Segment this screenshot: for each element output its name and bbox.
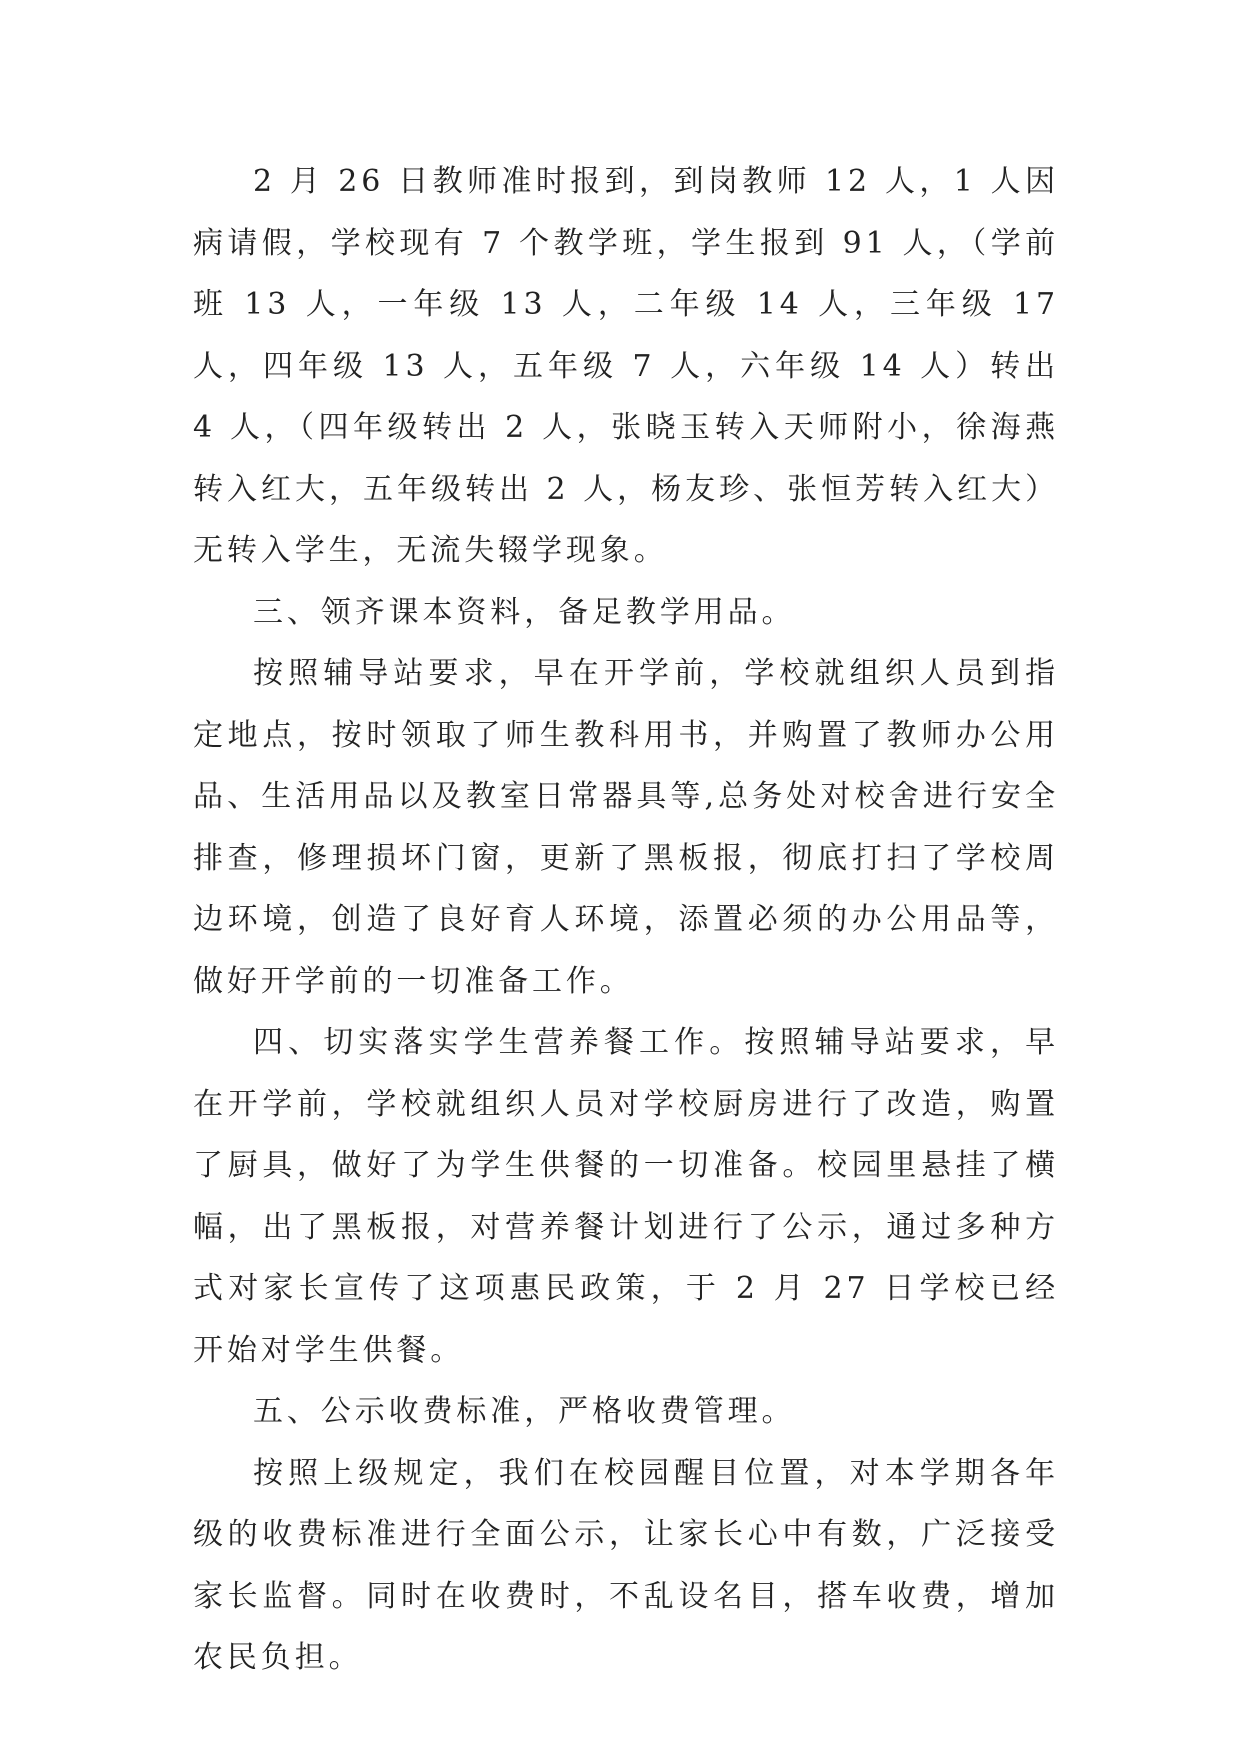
document-body	[193, 151, 1059, 1689]
paragraph-enrollment: 2 月 26 日教师准时报到，到岗教师 12 人，1 人因病请假，学校现有 7 个教学班，学生报到 91 人，（学前班 13 人，一年级 13 人，二年级 14 人，三年级 17 人，四年级 13 人，五年级 7 人，六年级 14 人）转出 4 人，（四年级转出 2 人，张晓玉转入天师附小，徐海燕转入红大，五年级转出 2 人，杨友珍、张恒芳转入红大）无转入学生，无流失辍学现象。	[193, 164, 1059, 568]
section-heading-5: 五、公示收费标准，严格收费管理。	[253, 1394, 796, 1429]
paragraph-materials: 按照辅导站要求，早在开学前，学校就组织人员到指定地点，按时领取了师生教科用书，并购置了教师办公用品、生活用品以及教室日常器具等,总务处对校舍进行安全排查，修理损坏门窗，更新了黑板报，彻底打扫了学校周边环境，创造了良好育人环境，添置必须的办公用品等，做好开学前的一切准备工作。	[193, 656, 1059, 999]
paragraph-fees: 按照上级规定，我们在校园醒目位置，对本学期各年级的收费标准进行全面公示，让家长心中有数，广泛接受家长监督。同时在收费时，不乱设名目，搭车收费，增加农民负担。	[193, 1455, 1059, 1675]
paragraph-nutrition-meal: 四、切实落实学生营养餐工作。按照辅导站要求，早在开学前，学校就组织人员对学校厨房进行了改造，购置了厨具，做好了为学生供餐的一切准备。校园里悬挂了横幅，出了黑板报，对营养餐计划进行了公示，通过多种方式对家长宣传了这项惠民政策，于 2 月 27 日学校已经开始对学生供餐。	[193, 1025, 1059, 1368]
section-heading-3: 三、领齐课本资料，备足教学用品。	[253, 594, 796, 630]
